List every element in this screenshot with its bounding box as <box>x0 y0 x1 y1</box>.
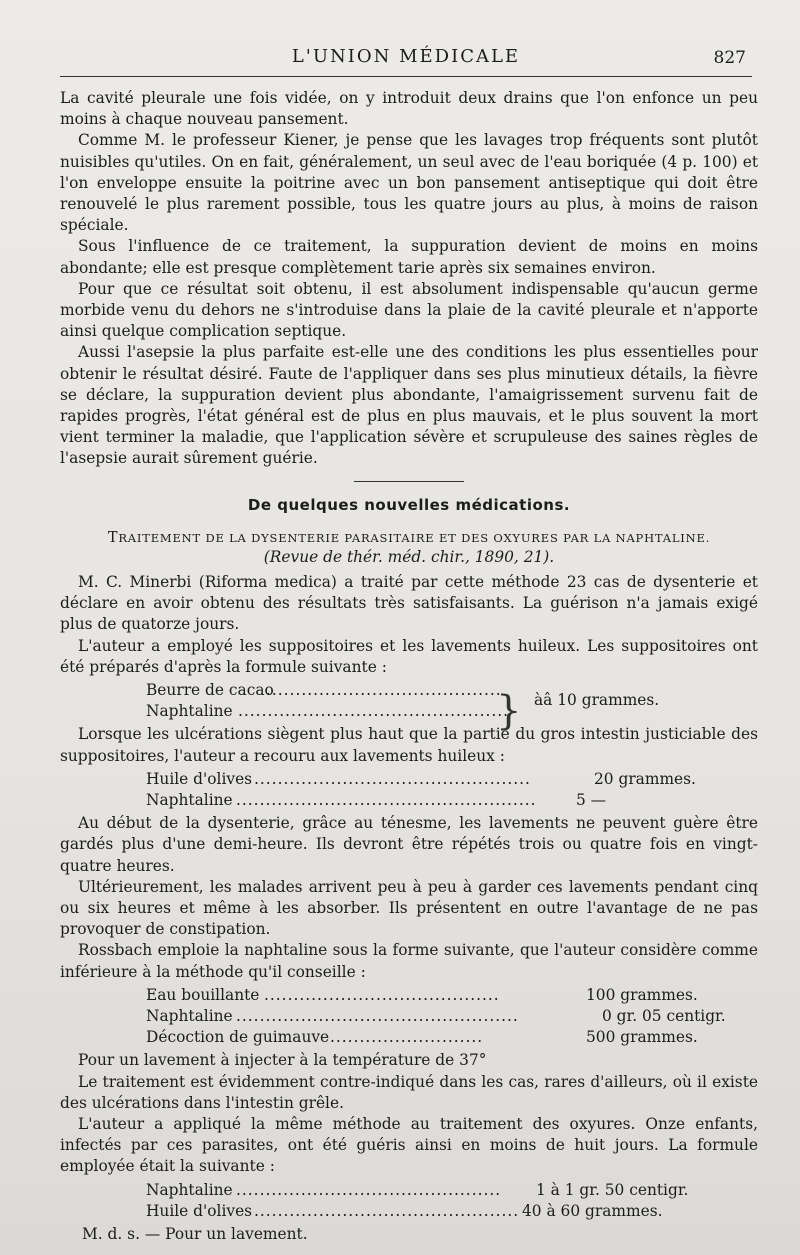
paragraph: Aussi l'asepsie la plus parfaite est-elle une des conditions les plus essentielles pour obtenir le résultat désiré. Faute de l'appliquer dans ses plus minutieux détails, la fièvre se déclare, la suppuration devient plus abondante, l'amaigrissement survenu fait de rapides progrès, l'état général est de plus en plus mauvais, et le plus souvent la mort vient terminer la maladie, que l'application sévère et scrupuleuse des saines règles de l'asepsie aurait sûrement guérie. <box>60 343 758 468</box>
leader-dots: .............................................. <box>238 702 510 721</box>
ingredient-quantity: 5 — <box>576 791 607 810</box>
paragraph: Comme M. le professeur Kiener, je pense que les lavages trop fréquents sont plutôt nuisibles qu'utiles. On en fait, généralement, un seul avec de l'eau boriquée (4 p. 100) et l'on enveloppe ensuite la poitrine avec un bon pansement antiseptique qui doit être renouvelé le plus rarement possible, tous les quatre jours au plus, à moins de raison spéciale. <box>60 131 758 235</box>
article-body <box>60 88 758 1245</box>
formula-rossbach <box>60 985 758 1049</box>
leader-dots: ........................................ <box>264 985 500 1004</box>
brace: } <box>496 688 522 735</box>
ingredient-name: Naphtaline <box>146 1007 233 1026</box>
ingredient-quantity: 0 gr. 05 centigr. <box>602 1007 726 1026</box>
formula-suppositoires <box>60 680 758 735</box>
formula-lavement-huileux <box>60 769 758 811</box>
ingredient-quantity: 40 à 60 grammes. <box>522 1201 663 1220</box>
paragraph: Rossbach emploie la naphtaline sous la forme suivante, que l'auteur considère comme inférieure à la méthode qu'il conseille : <box>60 941 758 981</box>
paragraph: Le traitement est évidemment contre-indiqué dans les cas, rares d'ailleurs, où il existe des ulcérations dans l'intestin grêle. <box>60 1072 758 1112</box>
leader-dots: ............................................. <box>236 1180 502 1199</box>
ingredient-name: Beurre de cacao <box>146 681 274 700</box>
leader-dots: ................................................... <box>236 791 537 810</box>
paragraph: Ultérieurement, les malades arrivent peu à peu à garder ces lavements pendant cinq ou six heures et même à les absorber. Ils présentent en outre l'avantage de ne pas provoquer de constipation. <box>60 877 758 939</box>
ingredient-name: Naphtaline <box>146 702 233 721</box>
running-title: L'UNION MÉDICALE <box>291 46 521 67</box>
paragraph: La cavité pleurale une fois vidée, on y introduit deux drains que l'on enfonce un peu moins à chaque nouveau pansement. <box>60 89 758 129</box>
paragraph: Au début de la dysenterie, grâce au ténesme, les lavements ne peuvent guère être gardés plus d'une demi-heure. Ils devront être répétés trois ou quatre fois en vingt-quatre heures. <box>60 814 758 875</box>
paragraph: L'auteur a appliqué la même méthode au traitement des oxyures. Onze enfants, infectés par ces parasites, ont été guéris ainsi en moins de huit jours. La formule employée était la suivante : <box>60 1115 758 1176</box>
citation: (Revue de thér. méd. chir., 1890, 21). <box>263 547 555 566</box>
leader-dots: .......................... <box>330 1028 484 1047</box>
ingredient-quantity: 1 à 1 gr. 50 centigr. <box>536 1180 689 1199</box>
ingredient-quantity: àâ 10 grammes. <box>534 691 660 710</box>
ingredient-quantity: 20 grammes. <box>594 769 696 788</box>
signa-line: M. d. s. — Pour un lavement. <box>82 1225 308 1244</box>
section-subtitle: TRAITEMENT DE LA DYSENTERIE PARASITAIRE ET DES OXYURES PAR LA NAPHTALINE. <box>107 529 711 546</box>
paragraph: M. C. Minerbi (Riforma medica) a traité par cette méthode 23 cas de dysenterie et déclare en avoir obtenu des résultats très satisfaisants. La guérison n'a jamais exigé plus de quatorze jours. <box>60 573 758 634</box>
paragraph: Pour que ce résultat soit obtenu, il est absolument indispensable qu'aucun germe morbide venu du dehors ne s'introduise dans la plaie de la cavité pleurale et n'apporte ainsi quelque complication septique. <box>60 279 758 341</box>
ingredient-quantity: 500 grammes. <box>586 1028 698 1047</box>
ingredient-name: Décoction de guimauve <box>146 1028 330 1047</box>
leader-dots: ................................................ <box>236 1007 519 1026</box>
paragraph: Sous l'influence de ce traitement, la suppuration devient de moins en moins abondante; elle est presque complètement tarie après six semaines environ. <box>60 237 758 277</box>
ingredient-name: Naphtaline <box>146 791 233 810</box>
ingredient-name: Huile d'olives <box>146 769 253 788</box>
section-separator <box>354 481 464 482</box>
section-title: De quelques nouvelles médications. <box>247 495 571 514</box>
formula-oxyures <box>60 1180 758 1222</box>
paragraph: Pour un lavement à injecter à la température de 37° <box>78 1051 487 1070</box>
page-number: 827 <box>713 48 746 68</box>
leader-dots: ............................................... <box>254 769 531 788</box>
subtitle-text: RAITEMENT DE LA DYSENTERIE PARASITAIRE ET DES OXYURES PAR LA NAPHTALINE. <box>118 530 711 545</box>
ingredient-name: Naphtaline <box>146 1180 233 1199</box>
leader-dots: ............................................. <box>254 1201 520 1220</box>
ingredient-name: Eau bouillante <box>146 985 260 1004</box>
ingredient-name: Huile d'olives <box>146 1201 253 1220</box>
paragraph: L'auteur a employé les suppositoires et les lavements huileux. Les suppositoires ont été préparés d'après la formule suivante : <box>60 636 758 676</box>
paragraph: Lorsque les ulcérations siègent plus haut que la partie du gros intestin justiciable des suppositoires, l'auteur a recouru aux lavements huileux : <box>60 725 758 765</box>
page-header <box>60 44 752 77</box>
leader-dots: ........................................ <box>266 681 502 700</box>
ingredient-quantity: 100 grammes. <box>586 985 698 1004</box>
